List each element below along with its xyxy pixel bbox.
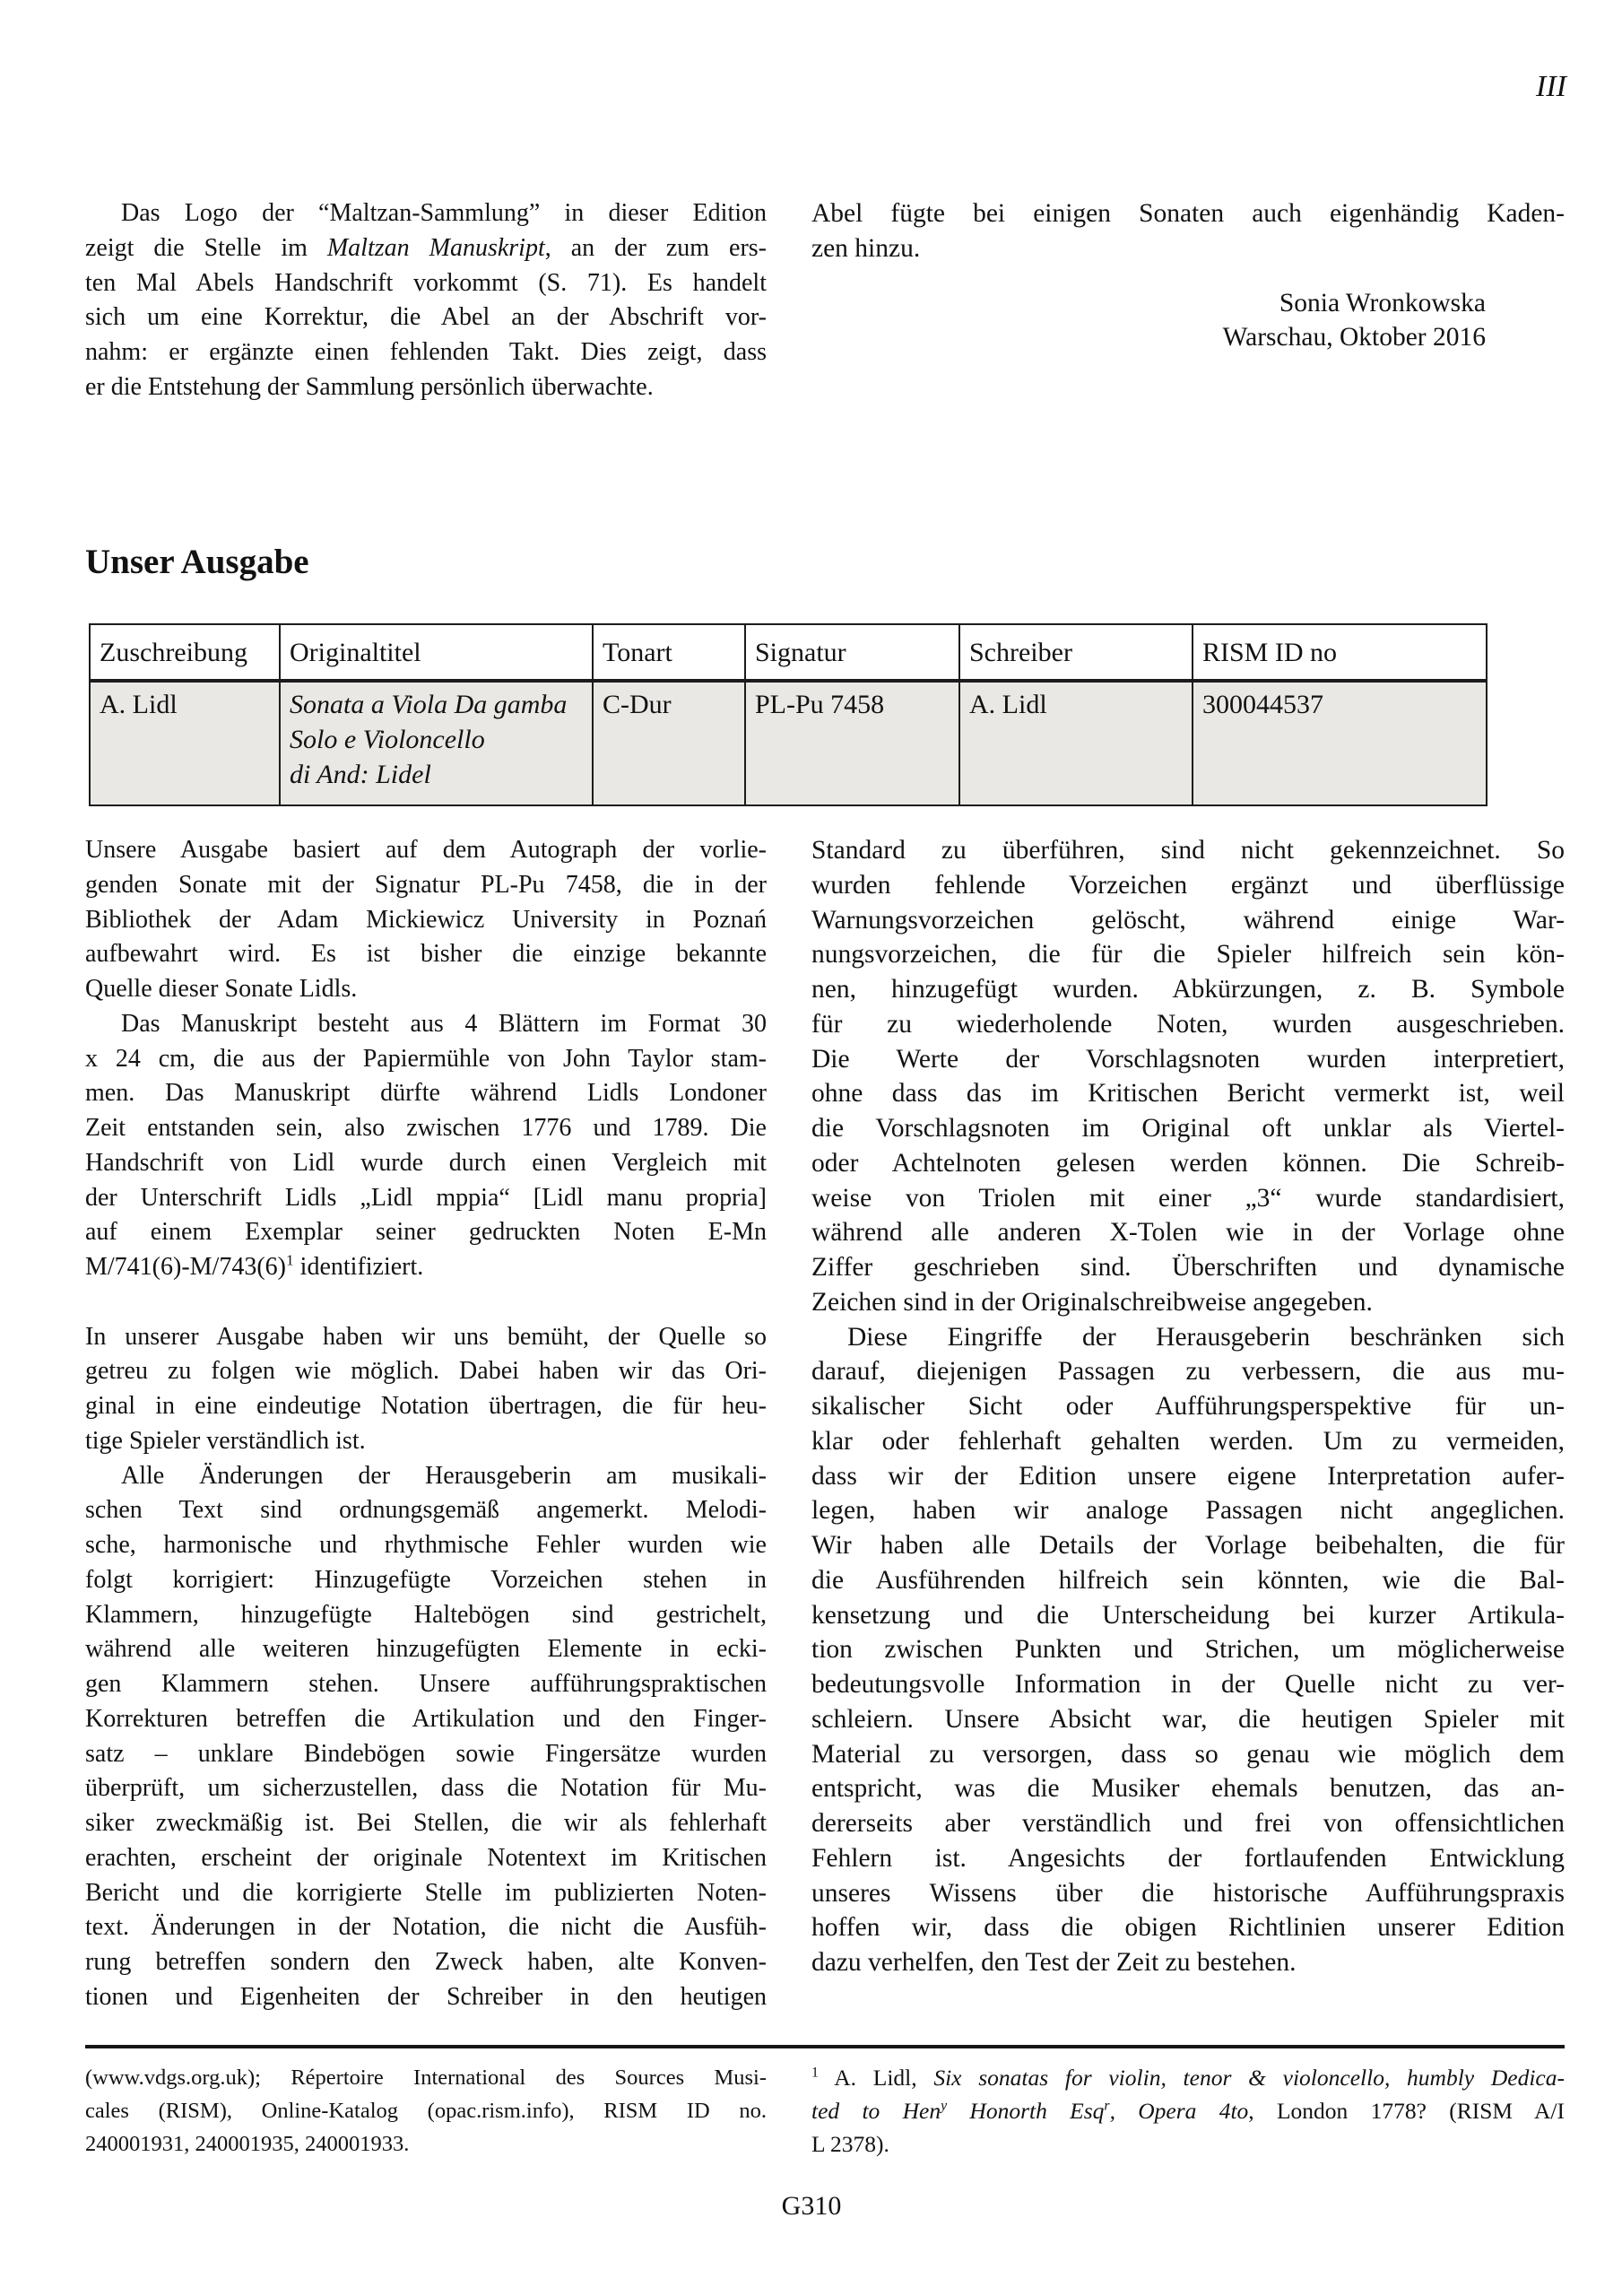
text-line: dererseits aber verständlich und frei von offensichtlichen — [811, 1809, 1565, 1838]
text-line: sich um eine Korrektur, die Abel an der Abschrift vor- — [85, 303, 767, 332]
text-line: Bericht und die korrigierte Stelle im publizierten Noten- — [85, 1878, 767, 1907]
sources-table-wrap — [89, 623, 1488, 806]
text-line: nahm: er ergänzte einen fehlenden Takt. Dies zeigt, dass — [85, 338, 767, 366]
body-right-column — [811, 833, 1565, 1980]
text-line: siker zweckmäßig ist. Bei Stellen, die wir als fehlerhaft — [85, 1809, 767, 1837]
text-line: die Vorschlagsnoten im Original oft unklar als Viertel- — [811, 1114, 1565, 1143]
text-line: Material zu versorgen, dass so genau wie möglich dem — [811, 1739, 1565, 1769]
col-header-signatur: Signatur — [745, 624, 959, 681]
text-line: tion zwischen Punkten und Strichen, um möglicherweise — [811, 1635, 1565, 1665]
paragraph — [811, 196, 1565, 266]
cell-schreiber: A. Lidl — [959, 681, 1193, 805]
text-line: genden Sonate mit der Signatur PL-Pu 7458, die in der — [85, 870, 767, 899]
text-line: ted to Hen$^y$ Honorth Esq$^r$, Opera 4to, London 1778? (RISM A/I — [811, 2098, 1565, 2124]
text-line: unseres Wissens über die historische Aufführungspraxis — [811, 1878, 1565, 1908]
footnote-right — [811, 2061, 1565, 2161]
text-line: x 24 cm, die aus der Papiermühle von John Taylor stam- — [85, 1044, 767, 1073]
text-line: Fehlern ist. Angesichts der fortlaufenden Entwicklung — [811, 1843, 1565, 1873]
text-line: $^1$ A. Lidl, Six sonatas for violin, tenor & violoncello, humbly Dedica- — [811, 2065, 1565, 2091]
text-line: darauf, diejenigen Passagen zu verbessern, die aus mu- — [811, 1357, 1565, 1387]
text-line: wurden fehlende Vorzeichen ergänzt und überflüssige — [811, 870, 1565, 900]
text-line: Quelle dieser Sonate Lidls. — [85, 975, 358, 1003]
text-line: aufbewahrt wird. Es ist bisher die einzige bekannte — [85, 940, 767, 969]
footnote-left — [85, 2061, 767, 2161]
text-line: bedeutungsvolle Information in der Quelle nicht zu ver- — [811, 1670, 1565, 1699]
footnote-rule — [85, 2045, 1565, 2048]
col-header-rism-id: RISM ID no — [1193, 624, 1487, 681]
cell-originaltitel — [280, 681, 593, 805]
text-line: Standard zu überführen, sind nicht gekennzeichnet. So — [811, 836, 1565, 865]
text-line: Das Manuskript besteht aus 4 Blättern im Format 30 — [121, 1009, 767, 1038]
text-line: tige Spieler verständlich ist. — [85, 1426, 366, 1455]
text-line: der Unterschrift Lidls „Lidl mppia“ [Lidl manu propria] — [85, 1183, 767, 1212]
text-line: ten Mal Abels Handschrift vorkommt (S. 71). Es handelt — [85, 268, 767, 297]
table-row — [90, 681, 1487, 805]
text-line: 240001931, 240001935, 240001933. — [85, 2132, 410, 2156]
text-line: schleiern. Unsere Absicht war, die heutigen Spieler mit — [811, 1704, 1565, 1734]
paragraph — [85, 833, 767, 1007]
text-line: di And: Lidel — [290, 760, 431, 789]
text-line: Zeit entstanden sein, also zwischen 1776 und 1789. Die — [85, 1114, 767, 1142]
text-line: Diese Eingriffe der Herausgeberin beschränken sich — [847, 1322, 1565, 1352]
text-line: Alle Änderungen der Herausgeberin am musikali- — [121, 1461, 767, 1490]
intro-right-text — [811, 196, 1565, 266]
text-line: während alle anderen X-Tolen wie in der Vorlage ohne — [811, 1218, 1565, 1248]
text-line: kensetzung und die Unterscheidung bei kurzer Artikula- — [811, 1600, 1565, 1630]
text-line: men. Das Manuskript dürfte während Lidls Londoner — [85, 1079, 767, 1108]
text-line: Wir haben alle Details der Vorlage beibehalten, die für — [811, 1531, 1565, 1560]
text-line: Die Werte der Vorschlagsnoten wurden interpretiert, — [811, 1044, 1565, 1074]
text-line: Warnungsvorzeichen gelöscht, während einige War- — [811, 905, 1565, 935]
text-line: weise von Triolen mit einer „3“ wurde standardisiert, — [811, 1183, 1565, 1213]
text-line: Bibliothek der Adam Mickiewicz University in Poznań — [85, 905, 767, 934]
sources-table — [89, 623, 1488, 806]
text-line: nen, hinzugefügt wurden. Abkürzungen, z. B. Symbole — [811, 975, 1565, 1004]
paragraph — [811, 2061, 1565, 2161]
text-line: Klammern, hinzugefügte Haltebögen sind gestrichelt, — [85, 1600, 767, 1629]
body-left-column — [85, 833, 767, 2015]
text-line: tionen und Eigenheiten der Schreiber in den heutigen — [85, 1982, 767, 2011]
paragraph — [85, 1320, 767, 1459]
text-line: zeigt die Stelle im Maltzan Manuskript, an der zum ers- — [85, 233, 768, 262]
text-line: klar oder fehlerhaft gehalten werden. Um zu vermeiden, — [811, 1426, 1565, 1456]
paragraph — [85, 2061, 767, 2161]
text-line: auf einem Exemplar seiner gedruckten Noten E-Mn — [85, 1218, 767, 1247]
text-line: L 2378). — [811, 2131, 889, 2157]
text-line: zen hinzu. — [811, 233, 921, 263]
text-line: für zu wiederholende Noten, wurden ausgeschrieben. — [811, 1009, 1565, 1039]
cell-signatur: PL-Pu 7458 — [745, 681, 959, 805]
text-line: ginal in eine eindeutige Notation übertragen, die für heu- — [85, 1392, 767, 1420]
text-line: dazu verhelfen, den Test der Zeit zu bestehen. — [811, 1948, 1297, 1977]
text-line: die Ausführenden hilfreich sein könnten, wie die Bal- — [811, 1565, 1565, 1595]
paragraph — [85, 1007, 767, 1285]
text-line: Handschrift von Lidl wurde durch einen Vergleich mit — [85, 1148, 767, 1177]
text-line: gen Klammern stehen. Unsere aufführungspraktischen — [85, 1670, 767, 1698]
text-line: er die Entstehung der Sammlung persönlich überwachte. — [85, 372, 654, 401]
paragraph — [811, 1320, 1565, 1980]
text-line: $M/741(6)-M/743(6)^1$ identifiziert. — [85, 1251, 424, 1281]
text-line: getreu zu folgen wie möglich. Dabei haben wir das Ori- — [85, 1357, 767, 1386]
text-line: oder Achtelnoten gelesen werden können. Die Schreib- — [811, 1148, 1565, 1178]
page-number: III — [1536, 70, 1566, 103]
text-line: Das Logo der “Maltzan-Sammlung” in dieser Edition — [121, 199, 767, 227]
text-line: Sonata a Viola Da gamba — [290, 690, 568, 719]
cell-tonart: C-Dur — [593, 681, 745, 805]
section-heading: Unser Ausgabe — [85, 543, 309, 581]
text-line: Zeichen sind in der Originalschreibweise angegeben. — [811, 1287, 1373, 1317]
col-header-originaltitel: Originaltitel — [280, 624, 593, 681]
text-line: entspricht, was die Musiker ehemals benutzen, das an- — [811, 1774, 1565, 1804]
text-line: sikalischer Sicht oder Aufführungsperspektive für un- — [811, 1392, 1565, 1421]
paragraph — [85, 196, 767, 405]
signature-block — [811, 286, 1565, 356]
text-line: hoffen wir, dass die obigen Richtlinien unserer Edition — [811, 1913, 1565, 1943]
intro-left-column — [85, 196, 767, 405]
paragraph — [811, 833, 1565, 1320]
text-line: In unserer Ausgabe haben wir uns bemüht, der Quelle so — [85, 1322, 767, 1351]
text-line: Abel fügte bei einigen Sonaten auch eigenhändig Kaden- — [811, 199, 1565, 228]
signature-name: Sonia Wronkowska — [1279, 288, 1486, 317]
plate-number: G310 — [781, 2191, 842, 2221]
text-line: Unsere Ausgabe basiert auf dem Autograph der vorlie- — [85, 836, 767, 864]
col-header-tonart: Tonart — [593, 624, 745, 681]
cell-zuschreibung: A. Lidl — [90, 681, 280, 805]
text-line: legen, haben wir analoge Passagen nicht angeglichen. — [811, 1496, 1565, 1526]
cell-rism-id: 300044537 — [1193, 681, 1487, 805]
intro-left-text — [85, 196, 767, 405]
table-header-row — [90, 624, 1487, 681]
text-line: satz – unklare Bindebögen sowie Fingersätze wurden — [85, 1739, 767, 1768]
text-line: ohne dass das im Kritischen Bericht vermerkt ist, weil — [811, 1079, 1565, 1109]
text-line: folgt korrigiert: Hinzugefügte Vorzeichen stehen in — [85, 1565, 767, 1594]
text-line: (www.vdgs.org.uk); Répertoire International des Sources Musi- — [85, 2066, 767, 2090]
text-line: Ziffer geschrieben sind. Überschriften und dynamische — [811, 1253, 1565, 1282]
text-line: erachten, erscheint der originale Notentext im Kritischen — [85, 1843, 767, 1872]
paragraph — [85, 1459, 767, 2015]
text-line: nungsvorzeichen, die für die Spieler hilfreich sein kön- — [811, 940, 1565, 970]
text-line: sche, harmonische und rhythmische Fehler wurden wie — [85, 1531, 767, 1559]
text-line: überprüft, um sicherzustellen, dass die Notation für Mu- — [85, 1774, 767, 1803]
col-header-schreiber: Schreiber — [959, 624, 1193, 681]
text-line: schen Text sind ordnungsgemäß angemerkt. Melodi- — [85, 1496, 767, 1525]
text-line: während alle weiteren hinzugefügten Elemente in ecki- — [85, 1635, 767, 1664]
signature-place-date: Warschau, Oktober 2016 — [1222, 323, 1486, 352]
text-line: Korrekturen betreffen die Artikulation und den Finger- — [85, 1704, 767, 1733]
col-header-zuschreibung: Zuschreibung — [90, 624, 280, 681]
text-line: rung betreffen sondern den Zweck haben, alte Konven- — [85, 1948, 767, 1976]
text-line: cales (RISM), Online-Katalog (opac.rism.info), RISM ID no. — [85, 2099, 767, 2123]
text-line: dass wir der Edition unsere eigene Interpretation aufer- — [811, 1461, 1565, 1491]
text-line: text. Änderungen in der Notation, die nicht die Ausfüh- — [85, 1913, 767, 1942]
intro-right-column — [811, 196, 1565, 355]
text-line: Solo e Violoncello — [290, 725, 485, 754]
